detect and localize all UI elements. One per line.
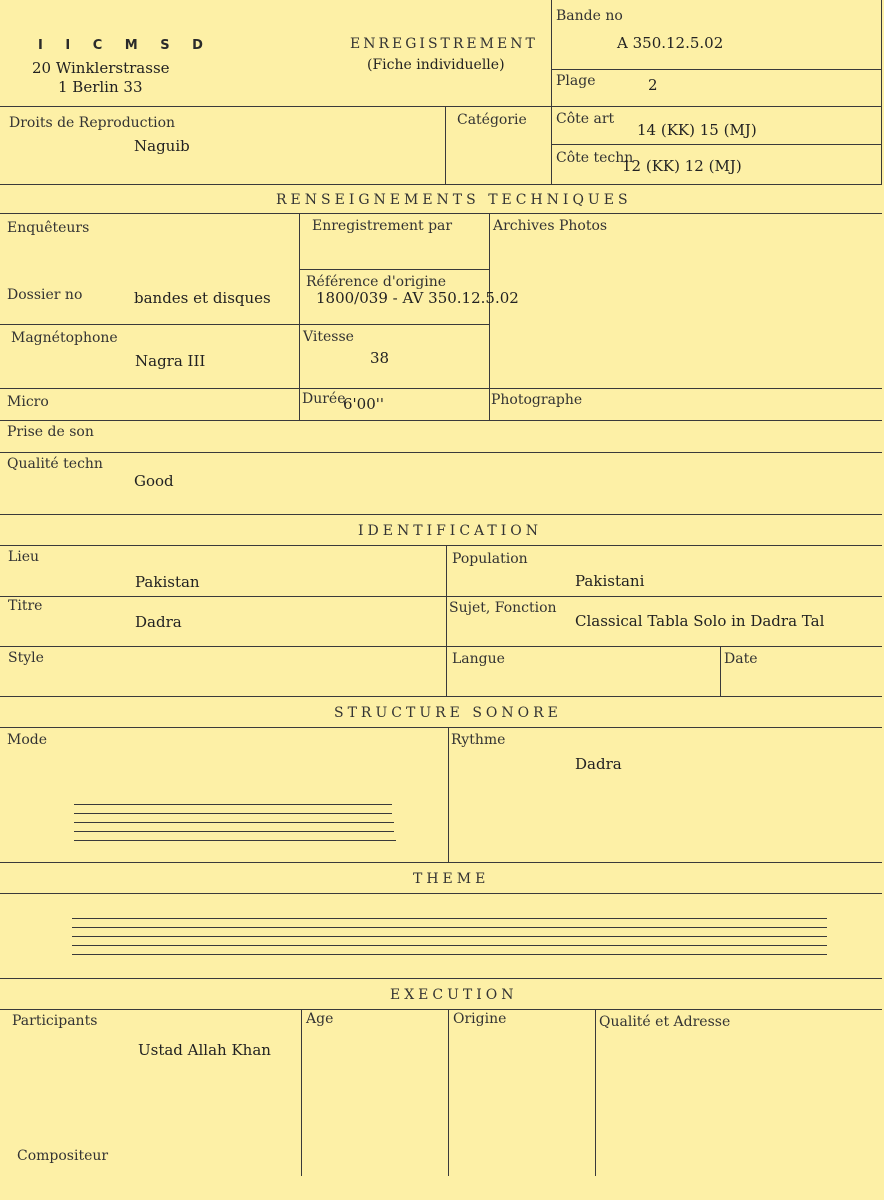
rule [0, 545, 882, 546]
rule [0, 862, 882, 863]
rule [445, 106, 446, 184]
label-categorie: Catégorie [457, 112, 527, 128]
rule [551, 144, 882, 145]
rule [551, 69, 882, 70]
label-droits: Droits de Reproduction [9, 115, 176, 131]
label-sujet-fonction: Sujet, Fonction [449, 600, 557, 616]
rule [0, 893, 882, 894]
value-cote-art: 14 (KK) 15 (MJ) [637, 121, 757, 139]
label-bande-no: Bande no [556, 8, 623, 24]
rule [720, 646, 721, 696]
theme-staff-line [72, 945, 827, 946]
rule [0, 1009, 882, 1010]
rule [0, 106, 882, 107]
label-duree: Durée [302, 391, 346, 407]
label-lieu: Lieu [8, 549, 40, 565]
value-participants: Ustad Allah Khan [138, 1041, 271, 1059]
mode-staff-line [74, 840, 396, 841]
institute-street: 20 Winklerstrasse [32, 59, 170, 77]
label-cote-techn: Côte techn [556, 150, 634, 166]
rule [0, 646, 882, 647]
rule [0, 388, 882, 389]
rule [0, 596, 882, 597]
form-subtitle: (Fiche individuelle) [367, 57, 505, 73]
theme-staff-line [72, 954, 827, 955]
rule [299, 213, 300, 420]
mode-staff-line [74, 804, 392, 805]
rule [301, 1009, 302, 1176]
section-theme: THEME [413, 871, 490, 887]
label-magnetophone: Magnétophone [11, 330, 118, 346]
rule [0, 514, 882, 515]
value-sujet-fonction: Classical Tabla Solo in Dadra Tal [575, 612, 825, 630]
rule [448, 1009, 449, 1176]
section-identification: IDENTIFICATION [358, 523, 542, 539]
value-droits: Naguib [134, 137, 190, 155]
section-technical: RENSEIGNEMENTS TECHNIQUES [276, 192, 632, 208]
rule [448, 727, 449, 862]
rule [489, 213, 490, 420]
theme-staff-line [72, 918, 827, 919]
label-prise-de-son: Prise de son [7, 424, 94, 440]
label-age: Age [306, 1011, 334, 1027]
institute-city: 1 Berlin 33 [58, 78, 143, 96]
value-titre: Dadra [135, 613, 182, 631]
value-duree: 6'00'' [343, 395, 385, 413]
label-photographe: Photographe [491, 392, 583, 408]
label-population: Population [452, 551, 528, 567]
rule [0, 978, 882, 979]
label-titre: Titre [8, 598, 43, 614]
rule [0, 213, 882, 214]
mode-staff-line [74, 822, 394, 823]
label-date: Date [724, 651, 758, 667]
label-compositeur: Compositeur [17, 1148, 109, 1164]
label-archives-photos: Archives Photos [493, 218, 608, 234]
value-vitesse: 38 [370, 349, 390, 367]
label-participants: Participants [12, 1013, 98, 1029]
rule [0, 324, 489, 325]
label-langue: Langue [452, 651, 505, 667]
rule [595, 1009, 596, 1176]
value-qualite-techn: Good [134, 472, 174, 490]
label-enqueteurs: Enquêteurs [7, 220, 90, 236]
label-reference-origine: Référence d'origine [306, 274, 447, 290]
value-plage: 2 [648, 76, 658, 94]
mode-staff-line [74, 831, 394, 832]
mode-staff-line [74, 813, 392, 814]
label-cote-art: Côte art [556, 111, 615, 127]
rule [0, 420, 882, 421]
label-rythme: Rythme [451, 732, 506, 748]
value-bande-no: A 350.12.5.02 [617, 34, 724, 52]
label-dossier-no: Dossier no [7, 287, 83, 303]
value-cote-techn: 12 (KK) 12 (MJ) [622, 157, 742, 175]
section-structure-sonore: STRUCTURE SONORE [334, 705, 562, 721]
value-population: Pakistani [575, 572, 645, 590]
value-magnetophone: Nagra III [135, 352, 206, 370]
label-qualite-adresse: Qualité et Adresse [599, 1014, 731, 1030]
rule [0, 696, 882, 697]
label-mode: Mode [7, 732, 48, 748]
theme-staff-line [72, 927, 827, 928]
label-vitesse: Vitesse [303, 329, 354, 345]
rule [881, 0, 882, 184]
theme-staff-line [72, 936, 827, 937]
value-rythme: Dadra [575, 755, 622, 773]
rule [551, 0, 552, 184]
label-origine: Origine [453, 1011, 507, 1027]
rule [0, 452, 882, 453]
label-micro: Micro [7, 394, 49, 410]
rule [299, 269, 489, 270]
value-reference-origine: 1800/039 - AV 350.12.5.02 [316, 289, 519, 307]
section-execution: EXECUTION [390, 987, 518, 1003]
value-dossier-no: bandes et disques [134, 289, 271, 307]
institute-name: I I C M S D [38, 38, 212, 53]
label-enregistrement-par: Enregistrement par [312, 218, 453, 234]
form-title: ENREGISTREMENT [350, 36, 538, 52]
rule [0, 727, 882, 728]
label-plage: Plage [556, 73, 596, 89]
label-style: Style [8, 650, 44, 666]
label-qualite-techn: Qualité techn [7, 456, 103, 472]
value-lieu: Pakistan [135, 573, 200, 591]
rule [0, 184, 882, 185]
rule [446, 545, 447, 696]
